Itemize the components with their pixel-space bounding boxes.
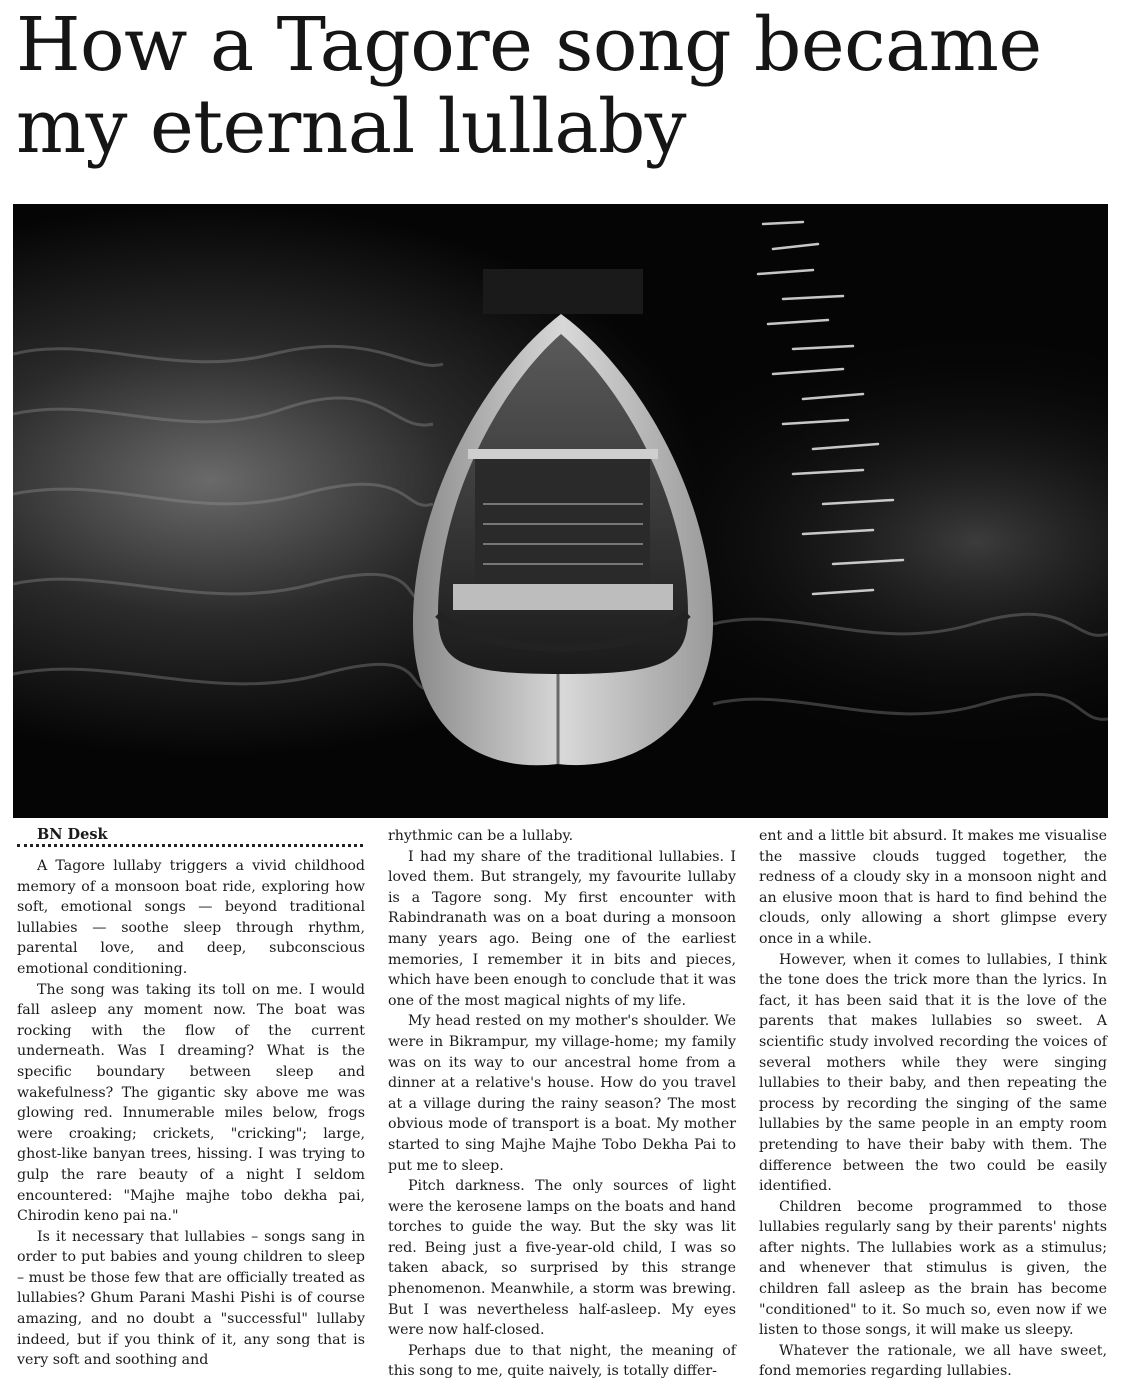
column-1 xyxy=(17,826,365,1371)
paragraph: Pitch darkness. The only sources of light were the kerosene lamps on the boats and hand torches to guide the way. But the sky was lit red. Being just a five-year-old child, I was so taken aback, so surprised by this strange phenomenon. Meanwhile, a storm was brewing. But I was nevertheless half-asleep. My eyes were now half-closed. xyxy=(388,1178,736,1339)
column-2 xyxy=(388,826,736,1382)
paragraph: Perhaps due to that night, the meaning of this song to me, quite naively, is totally differ- xyxy=(388,1342,736,1380)
article-photo xyxy=(13,204,1108,818)
paragraph: Is it necessary that lullabies – songs sang in order to put babies and young children to sleep – must be those few that are officially treated as lullabies? Ghum Parani Mashi Pishi is of course amazing, and no doubt a "successful" lullaby indeed, but if you think of it, any song that is very soft and soothing and xyxy=(17,1228,365,1369)
byline: BN Desk xyxy=(37,826,108,843)
paragraph: I had my share of the traditional lullabies. I loved them. But strangely, my favourite lullaby is a Tagore song. My first encounter with Rabindranath was on a boat during a monsoon many years ago. Being one of the earliest memories, I remember it in bits and pieces, which have been enough to conclude that it was one of the most magical nights of my life. xyxy=(388,848,736,1009)
column-3 xyxy=(759,826,1107,1382)
paragraph: Whatever the rationale, we all have sweet, fond memories regarding lullabies. xyxy=(759,1342,1107,1380)
paragraph: However, when it comes to lullabies, I think the tone does the trick more than the lyrics. In fact, it has been said that it is the love of the parents that makes lullabies so sweet. A scientific study involved recording the voices of several mothers while they were singing lullabies to their baby, and then repeating the process by recording the singing of the same lullabies by the same people in an empty room pretending to have their baby with them. The difference between the two could be easily identified. xyxy=(759,951,1107,1195)
byline-divider xyxy=(17,844,363,847)
paragraph: The song was taking its toll on me. I would fall asleep any moment now. The boat was rocking with the flow of the current underneath. Was I dreaming? What is the specific boundary between sleep and wakefulness? The gigantic sky above me was glowing red. Innumerable miles below, frogs were croaking; crickets, "cricking"; large, ghost-like banyan trees, hissing. I was trying to gulp the rare beauty of a night I seldom encountered: "Majhe majhe tobo dekha pai, Chirodin keno pai na." xyxy=(17,981,365,1225)
paragraph: My head rested on my mother's shoulder. We were in Bikrampur, my village-home; my family was on its way to our ancestral home from a dinner at a relative's house. How do you travel at a village during the rainy season? The most obvious mode of transport is a boat. My mother started to sing Majhe Majhe Tobo Dekha Pai to put me to sleep. xyxy=(388,1013,736,1174)
paragraph: ent and a little bit absurd. It makes me visualise the massive clouds tugged together, the redness of a cloudy sky in a monsoon night and an elusive moon that is hard to find behind the clouds, only allowing a short glimpse every once in a while. xyxy=(759,828,1107,947)
headline: How a Tagore song became my eternal lullaby xyxy=(16,2,1042,170)
paragraph: rhythmic can be a lullaby. xyxy=(388,828,574,844)
paragraph: Children become programmed to those lullabies regularly sang by their parents' nights after nights. The lullabies work as a stimulus; and whenever that stimulus is given, the children fall asleep as the brain has become "conditioned" to it. So much so, even now if we listen to those songs, it will make us sleepy. xyxy=(759,1198,1107,1339)
paragraph: A Tagore lullaby triggers a vivid childhood memory of a monsoon boat ride, exploring how soft, emotional songs — beyond traditional lullabies — soothe sleep through rhythm, parental love, and deep, subconscious emotional conditioning. xyxy=(17,858,365,977)
